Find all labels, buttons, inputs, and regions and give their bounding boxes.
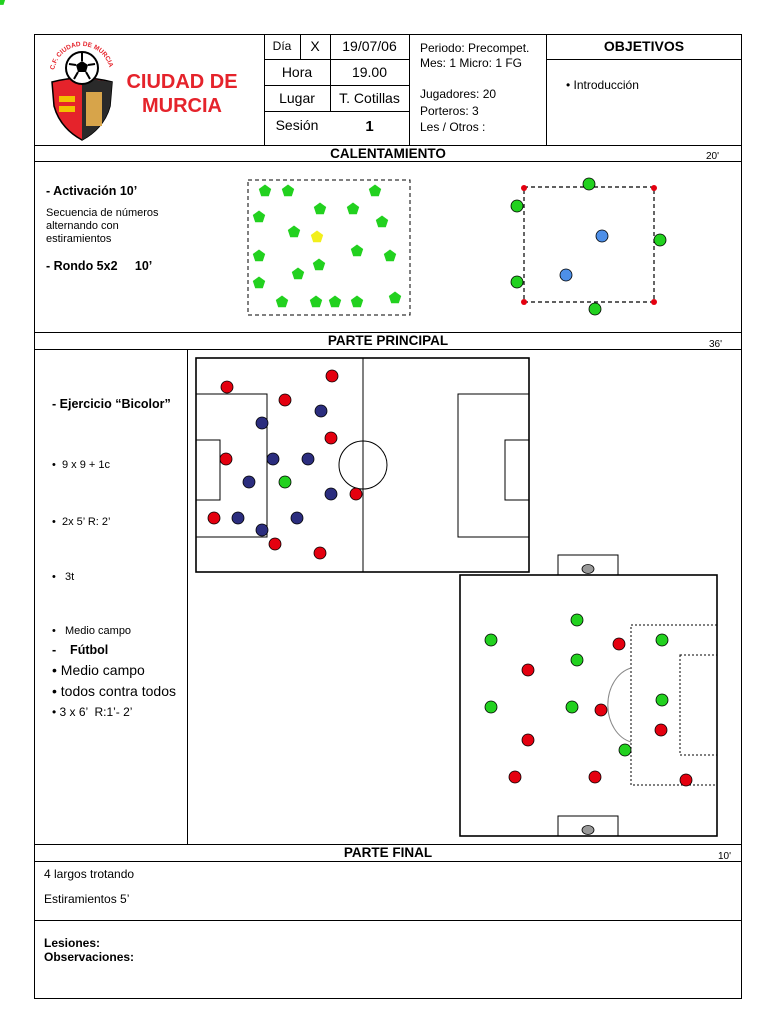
green-player-icon [485, 701, 497, 713]
activacion-text: - Activación 10’ [46, 184, 138, 198]
green-player-icon [566, 701, 578, 713]
green-player-icon [571, 654, 583, 666]
list-item: • todos contra todos [52, 683, 176, 699]
dia-label: Día [272, 39, 292, 53]
periodo-text: Periodo: Precompet. [420, 41, 530, 55]
divider [34, 861, 742, 862]
objetivos-title: OBJETIVOS [603, 38, 685, 54]
principal-title: PARTE PRINCIPAL [327, 333, 449, 348]
red-player-icon [680, 774, 692, 786]
green-player-icon [485, 634, 497, 646]
list-item: • 3t [52, 571, 75, 583]
club-name-line2: MURCIA [142, 95, 222, 117]
lesiones-label: Lesiones: [44, 936, 101, 950]
principal-minutes: 36' [709, 339, 723, 350]
list-item: • Medio campo [52, 625, 132, 637]
les-otros-text: Les / Otros : [420, 120, 486, 134]
red-player-icon [595, 704, 607, 716]
observaciones-label: Observaciones: [44, 950, 135, 964]
secuencia-line: alternando con [46, 220, 119, 232]
date-value: 19/07/06 [342, 38, 397, 54]
red-player-icon [522, 664, 534, 676]
hora-value: 19.00 [351, 64, 388, 80]
red-player-icon [589, 771, 601, 783]
list-item: • Medio campo [52, 662, 145, 678]
list-item: • 3 x 6’ R:1’- 2’ [52, 705, 133, 719]
calentamiento-title: CALENTAMIENTO [330, 146, 446, 161]
red-player-icon [655, 724, 667, 736]
secuencia-line: estiramientos [46, 233, 112, 245]
mes-micro-text: Mes: 1 Micro: 1 FG [420, 56, 523, 70]
porteros-text: Porteros: 3 [420, 104, 479, 118]
final-line1: 4 largos trotando [44, 867, 135, 881]
hora-label: Hora [281, 64, 313, 80]
sesion-label: Sesión [275, 117, 319, 133]
club-name-line1: CIUDAD DE [126, 71, 238, 93]
list-item: • 2x 5’ R: 2’ [52, 516, 111, 528]
calentamiento-minutes: 20' [706, 151, 720, 162]
red-player-icon [613, 638, 625, 650]
objetivos-item: • Introducción [566, 78, 639, 92]
green-player-icon [619, 744, 631, 756]
red-player-icon [522, 734, 534, 746]
lugar-value: T. Cotillas [339, 90, 400, 106]
lugar-label: Lugar [279, 90, 315, 106]
secuencia-line: Secuencia de números [46, 207, 159, 219]
red-player-icon [509, 771, 521, 783]
divider [34, 920, 742, 921]
svg-text:C.F. CIUDAD DE MURCIA: C.F. CIUDAD DE MURCIA [49, 40, 115, 71]
final-minutes: 10' [718, 851, 732, 862]
rondo-text: - Rondo 5x2 10’ [46, 259, 153, 273]
list-item: • 9 x 9 + 1c [52, 459, 110, 471]
futbol-text: - Fútbol [52, 643, 109, 657]
green-player-icon [656, 634, 668, 646]
jugadores-text: Jugadores: 20 [420, 87, 497, 101]
sesion-value: 1 [365, 118, 374, 135]
green-player-icon [656, 694, 668, 706]
final-title: PARTE FINAL [343, 845, 433, 860]
green-player-icon [571, 614, 583, 626]
dia-value: X [310, 38, 320, 54]
ejercicio-text: - Ejercicio “Bicolor” [52, 397, 171, 411]
final-line2: Estiramientos 5’ [44, 892, 130, 906]
